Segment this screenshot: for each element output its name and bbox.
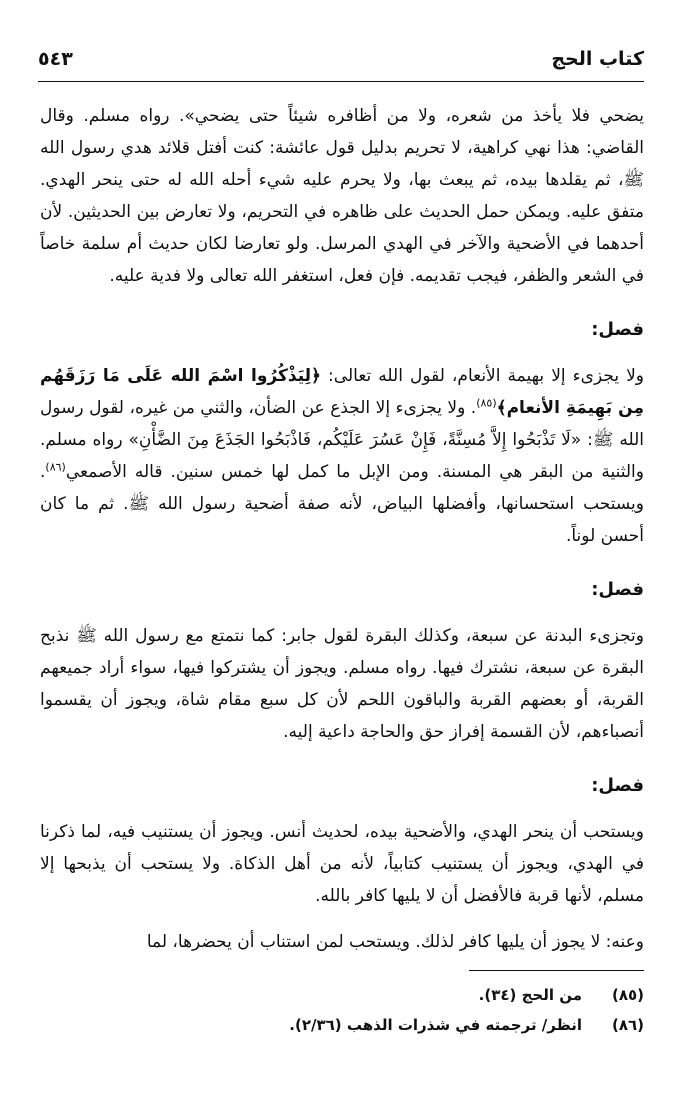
- header-rule: [38, 81, 644, 82]
- paragraph-5: وعنه: لا يجوز أن يليها كافر لذلك. ويستحب لمن استناب أن يحضرها، لما: [146, 932, 644, 952]
- section-heading-3: فصل:: [591, 775, 644, 796]
- chapter-title: كتاب الحج: [551, 48, 644, 70]
- footnote-85: [40, 980, 644, 1010]
- paragraph-1: يضحي فلا يأخذ من شعره، ولا من أظافره شيئاً حتى يضحي». رواه مسلم. وقال القاضي: هذا نهي كراهية، لا تحريم بدليل قول عائشة: كنت أفتل قلائد هدي رسول الله ﷺ، ثم يقلدها بيده، ثم يبعث بها، ولا يحرم عليه شيء أحله الله له حتى ينحر الهدي. متفق عليه. ويمكن حمل الحديث على ظاهره في التحريم، ولا تعارض بين الحديثين. لأن أحدهما في الأضحية والآخر في الهدي المرسل. ولو تعارضا لكان حديث أم سلمة خاصاً في الشعر والظفر، فيجب تقديمه. فإن فعل، استغفر الله تعالى ولا فدية عليه.: [40, 106, 644, 286]
- section-heading-2: فصل:: [591, 579, 644, 600]
- footnote-number: (٨٦): [611, 1016, 644, 1034]
- paragraph-2-intro: ولا يجزىء إلا بهيمة الأنعام، لقول الله تعالى:: [321, 366, 644, 386]
- page-number: ٥٤٣: [38, 48, 73, 70]
- footnotes: [40, 980, 644, 1040]
- paragraph-4: ويستحب أن ينحر الهدي، والأضحية بيده، لحديث أنس. ويجوز أن يستنيب فيه، لما ذكرنا في الهدي، ويجوز أن يستنيب كتابياً، لأنه من أهل الذكاة. ولا يستحب أن يذبحها إلا مسلم، لأنها قربة فالأفضل أن لا يليها كافر بالله.: [40, 822, 644, 906]
- quran-verse: ﴿لِيَذْكُرُوا اسْمَ الله عَلَى مَا رَزَقَهُم مِن بَهِيمَةِ الأنعام﴾: [40, 366, 644, 418]
- footnote-rule: [469, 970, 644, 971]
- section-heading-1: فصل:: [591, 319, 644, 340]
- footnote-text: من الحج (٣٤).: [478, 986, 582, 1004]
- footnote-ref-85: (٨٥): [476, 396, 497, 410]
- paragraph-3: وتجزىء البدنة عن سبعة، وكذلك البقرة لقول جابر: كما نتمتع مع رسول الله ﷺ نذبح البقرة عن سبعة، نشترك فيها. رواه مسلم. ويجوز أن يشتركوا فيها، سواء أراد جميعهم القربة، أو بعضهم القربة والباقون اللحم لأن كل سبع مقام شاة، ويجوز أن يقسموا أنصباءهم، لأن القسمة إفراز حق والحاجة داعية إليه.: [40, 626, 644, 742]
- paragraph-2-end: . ويستحب استحسانها، وأفضلها البياض، لأنه صفة أضحية رسول الله ﷺ. ثم ما كان أحسن لوناً.: [40, 462, 644, 546]
- footnote-86: [40, 1010, 644, 1040]
- footnote-ref-86: (٨٦): [45, 460, 66, 474]
- main-text: [40, 100, 644, 958]
- footnote-number: (٨٥): [611, 986, 644, 1004]
- paragraph-2: [40, 360, 644, 552]
- footnote-text: انظر/ ترجمته في شذرات الذهب (٢/٣٦).: [289, 1016, 582, 1034]
- paragraph-2-hadith: . ولا يجزىء إلا الجذع عن الضأن، والثني من غيره، لقول رسول الله ﷺ: «لَا تَذْبَحُوا إِلاَّ مُسِنَّةً، فَإِنْ عَسُرَ عَلَيْكُم، فَاذْبَحُوا الجَذَعَ مِنَ الضَّأْنِ» رواه مسلم. والثنية من البقر هي المسنة. ومن الإبل ما كمل لها خمس سنين. قاله الأصمعي: [40, 398, 644, 482]
- page-header: [38, 42, 644, 82]
